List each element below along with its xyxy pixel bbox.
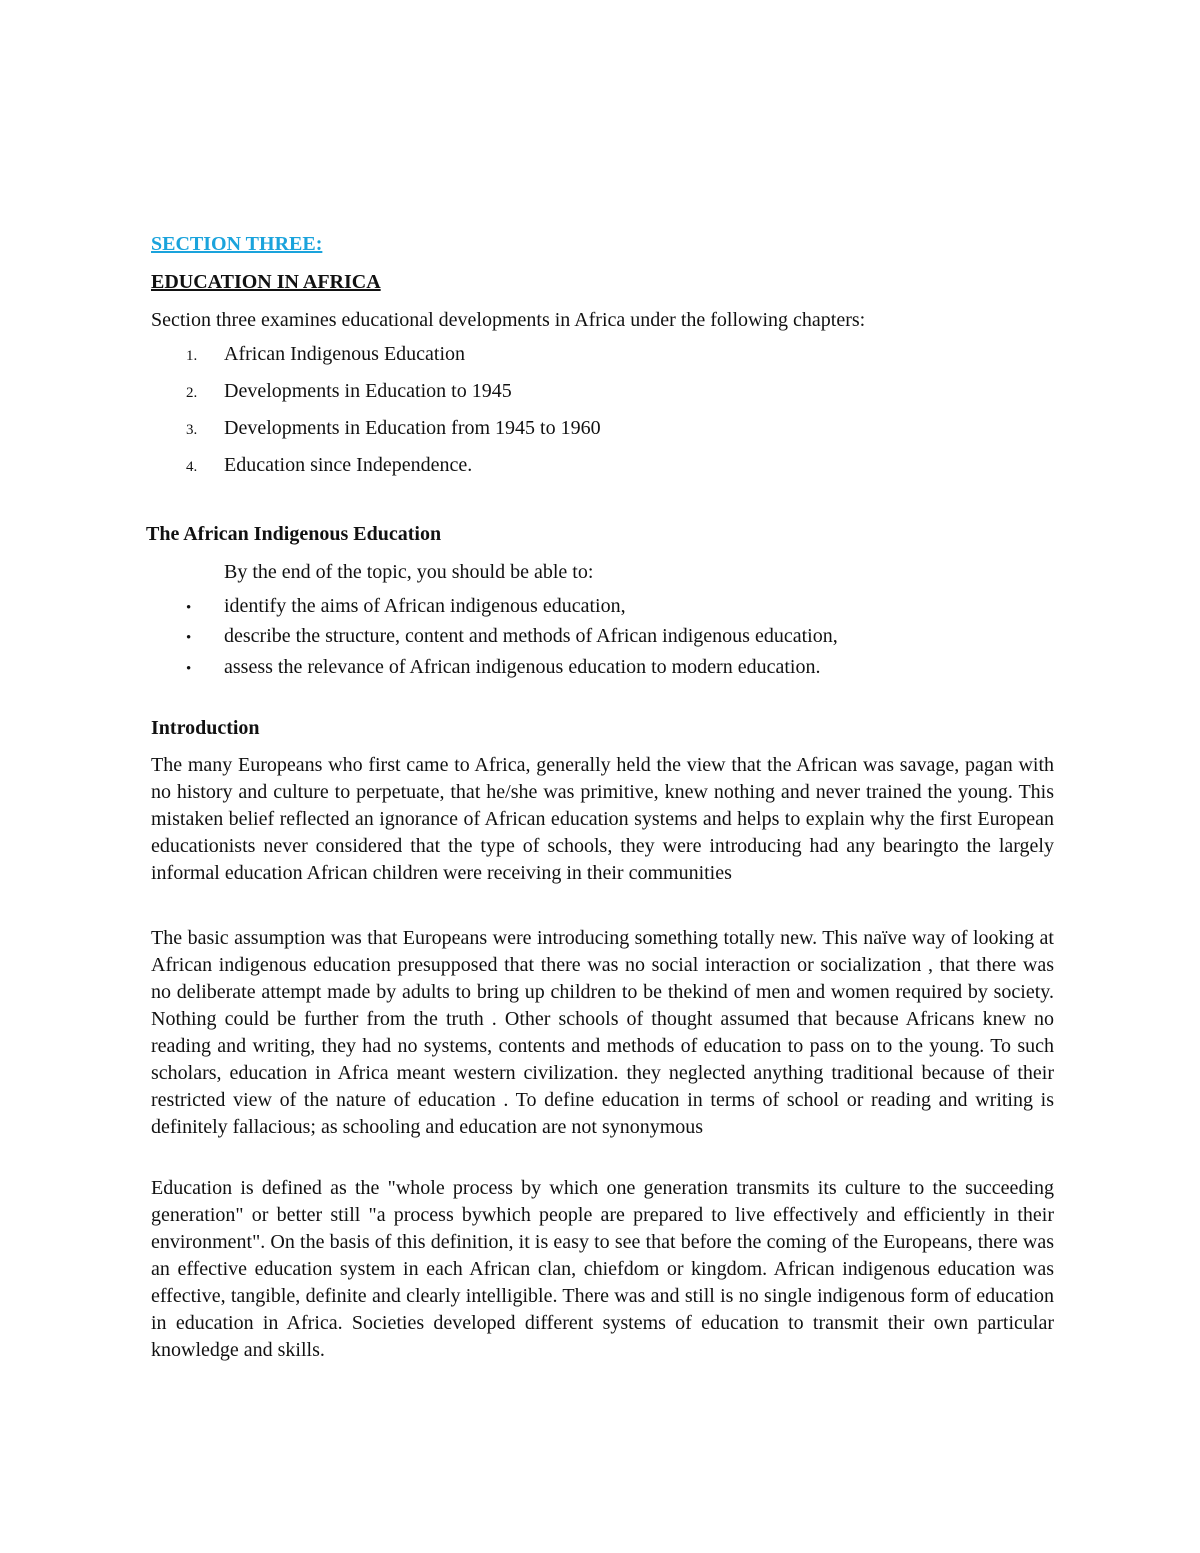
bullet-icon: • bbox=[186, 630, 192, 646]
objective-item bbox=[186, 624, 838, 650]
chapter-label: African Indigenous Education bbox=[224, 343, 466, 365]
list-number: 4. bbox=[186, 459, 198, 475]
chapter-list-item bbox=[186, 453, 472, 479]
paragraph: The many Europeans who first came to Africa, generally held the view that the African was savage, pagan with no history and culture to perpetuate, that he/she was primitive, knew nothing and never trained the young. This mistaken belief reflected an ignorance of African education systems and helps to explain why the first European educationists never considered that the type of schools, they were introducing had any bearingto the largely informal education African children were receiving in their communities bbox=[151, 754, 1054, 884]
section-title: EDUCATION IN AFRICA bbox=[151, 271, 381, 293]
introduction-heading: Introduction bbox=[151, 717, 260, 739]
list-number: 3. bbox=[186, 422, 198, 438]
objectives-intro: By the end of the topic, you should be able to: bbox=[224, 561, 594, 583]
list-number: 2. bbox=[186, 385, 198, 401]
objective-text: identify the aims of African indigenous education, bbox=[224, 595, 626, 617]
bullet-icon: • bbox=[186, 661, 192, 677]
list-number: 1. bbox=[186, 348, 198, 364]
chapter-label: Developments in Education to 1945 bbox=[224, 380, 512, 402]
chapter-label: Education since Independence. bbox=[224, 454, 473, 476]
objective-text: assess the relevance of African indigenous education to modern education. bbox=[224, 656, 821, 678]
section-label: SECTION THREE: bbox=[151, 233, 323, 255]
paragraph: The basic assumption was that Europeans were introducing something totally new. This naïve way of looking at African indigenous education presupposed that there was no social interaction or socialization , that there was no deliberate attempt made by adults to bring up children to be thekind of men and women required by society. Nothing could be further from the truth . Other schools of thought assumed that because Africans knew no reading and writing, they had no systems, contents and methods of education to pass on to the young. To such scholars, education in Africa meant western civilization. they neglected anything traditional because of their restricted view of the nature of education . To define education in terms of school or reading and writing is definitely fallacious; as schooling and education are not synonymous bbox=[151, 927, 1054, 1138]
paragraph: Education is defined as the "whole process by which one generation transmits its culture to the succeeding generation" or better still "a process bywhich people are prepared to live effectively and efficiently in their environment". On the basis of this definition, it is easy to see that before the coming of the Europeans, there was an effective education system in each African clan, chiefdom or kingdom. African indigenous education was effective, tangible, definite and clearly intelligible. There was and still is no single indigenous form of education in education in Africa. Societies developed different systems of education to transmit their own particular knowledge and skills. bbox=[151, 1177, 1054, 1361]
chapter-list-item bbox=[186, 379, 512, 405]
chapter-list-item bbox=[186, 342, 465, 368]
objective-text: describe the structure, content and methods of African indigenous education, bbox=[224, 625, 838, 647]
chapter-list-item bbox=[186, 416, 601, 442]
objective-item bbox=[186, 655, 820, 681]
section-intro: Section three examines educational developments in Africa under the following chapters: bbox=[151, 309, 866, 331]
topic-heading: The African Indigenous Education bbox=[146, 523, 442, 545]
chapter-label: Developments in Education from 1945 to 1960 bbox=[224, 417, 601, 439]
objective-item bbox=[186, 594, 626, 620]
bullet-icon: • bbox=[186, 600, 192, 616]
